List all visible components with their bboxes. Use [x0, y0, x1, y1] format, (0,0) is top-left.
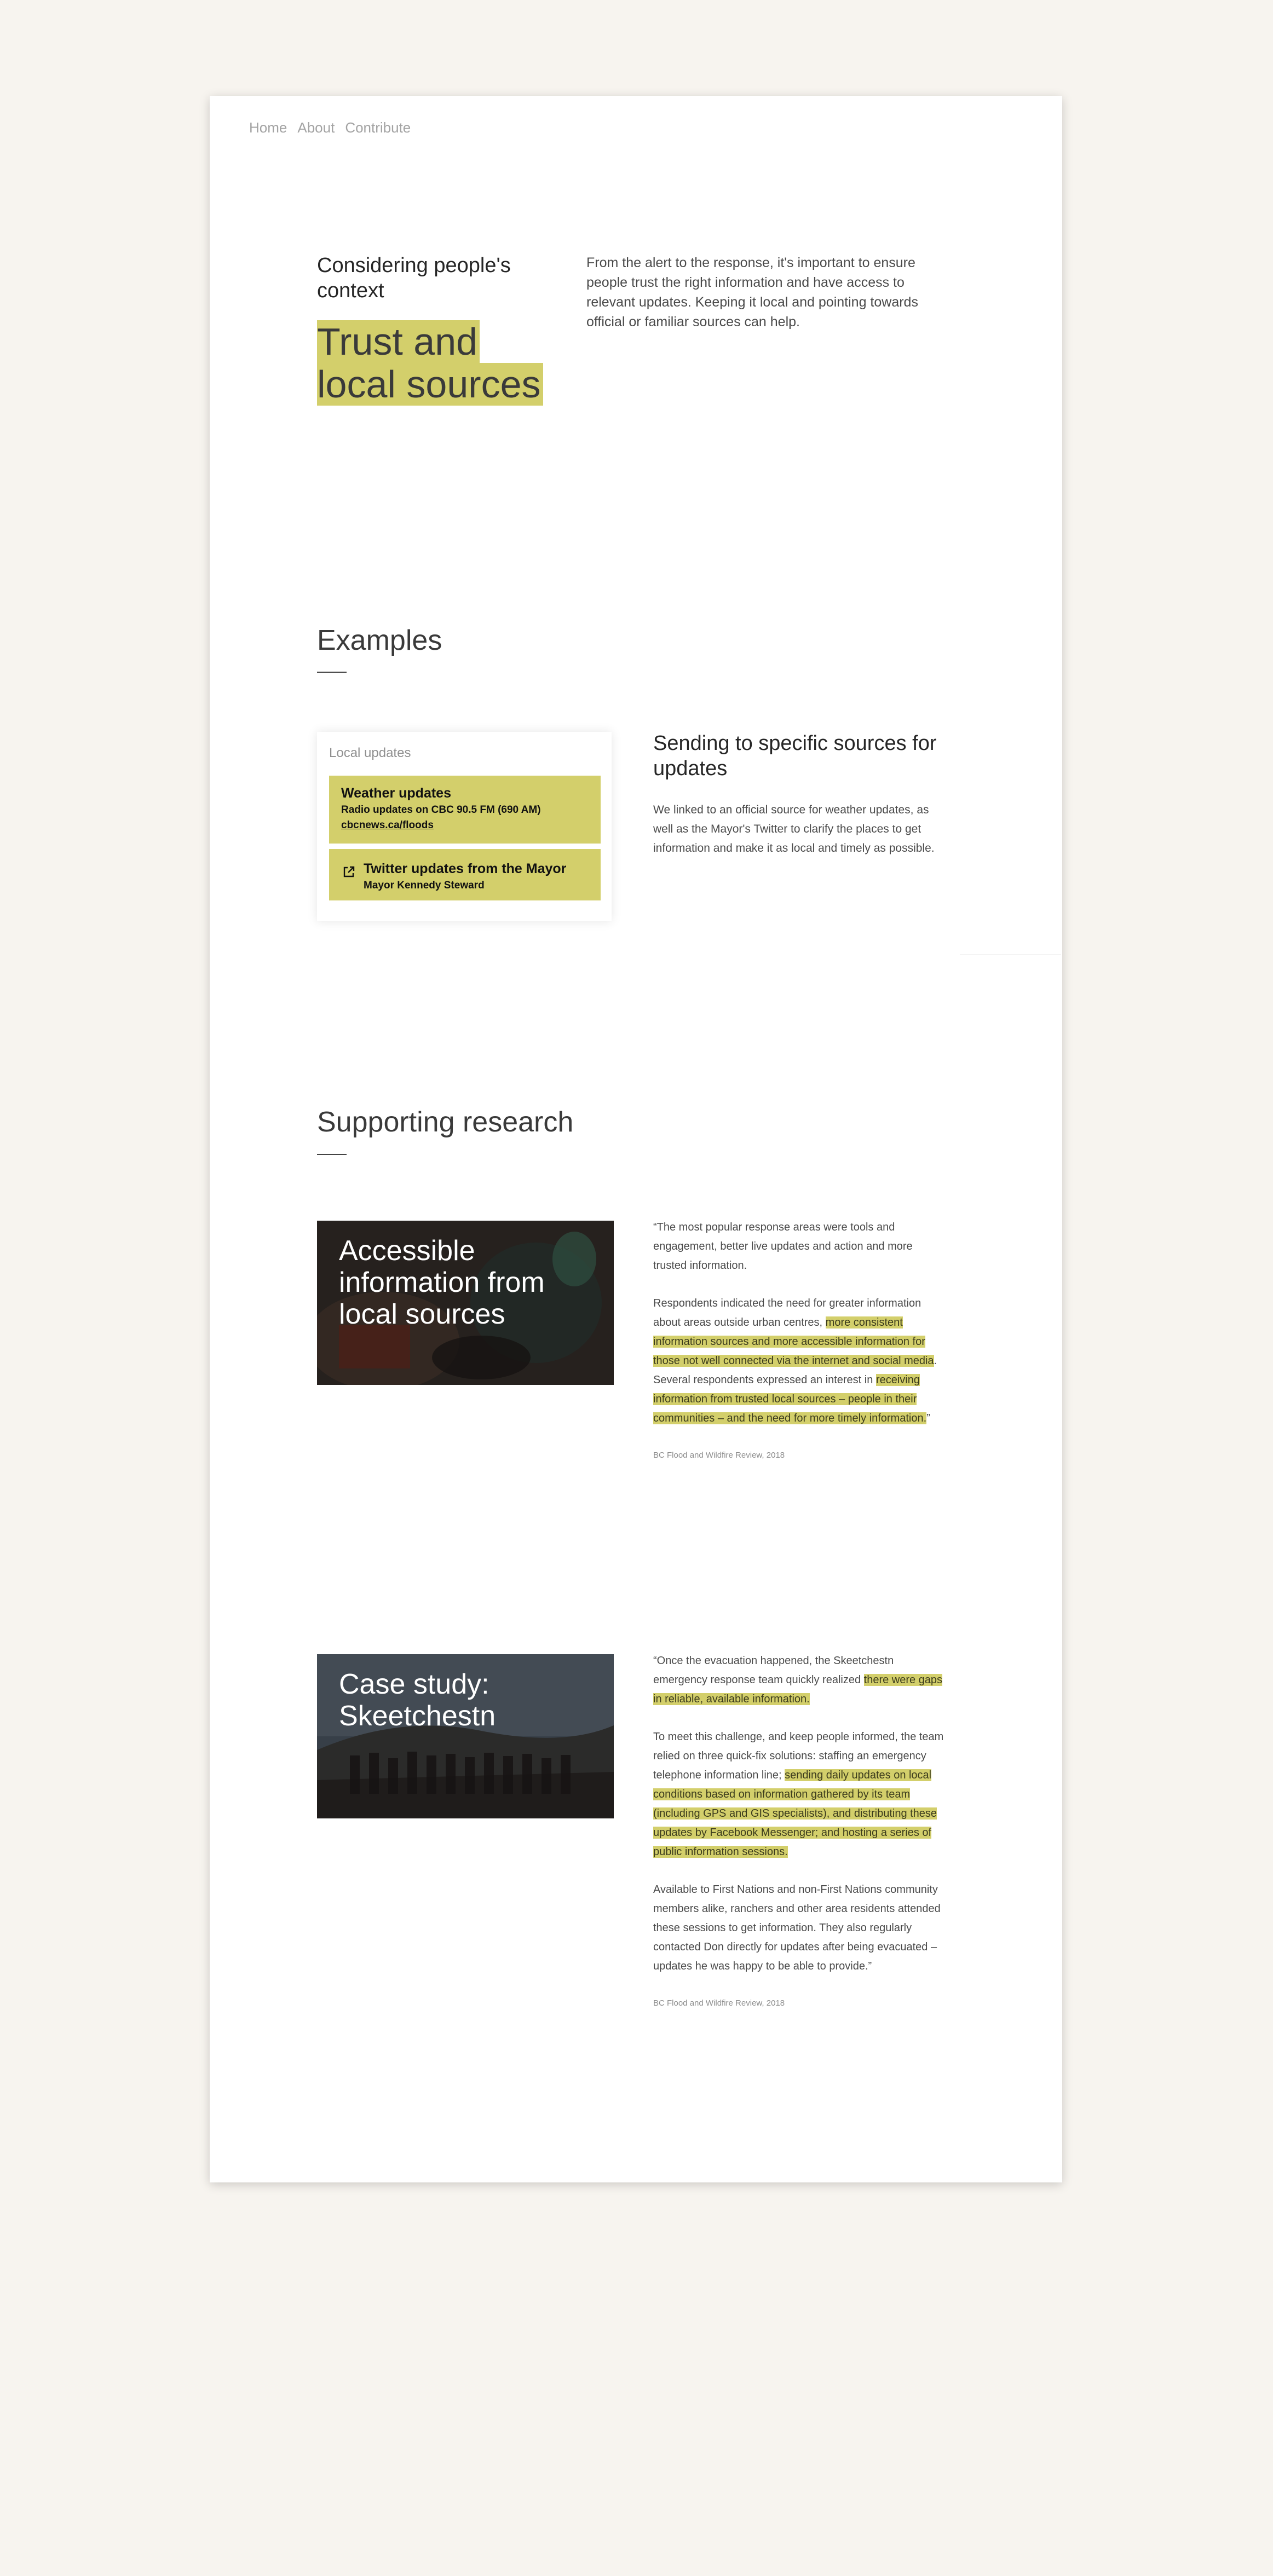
- case-study-title: Case study: Skeetchestn: [339, 1668, 496, 1732]
- quote-text: “Once the evacuation happened, the Skeetchestn emergency response team quickly realized: [653, 1655, 894, 1686]
- accessible-info-quote: [653, 1218, 949, 1465]
- content-card: [210, 96, 1062, 2182]
- twitter-updates-subtitle: Mayor Kennedy Steward: [364, 880, 485, 891]
- nav-home-link[interactable]: Home: [249, 119, 287, 136]
- hero-kicker: Considering people's context: [317, 254, 511, 302]
- case-study-image: [317, 1654, 614, 1818]
- accessible-info-image: [317, 1221, 614, 1385]
- twitter-updates-item[interactable]: [329, 849, 601, 900]
- quote-paragraph: [653, 1728, 949, 1862]
- external-link-icon: [342, 865, 355, 879]
- widget-title: Local updates: [329, 746, 411, 760]
- quote-highlight: receiving information from trusted local sources – people in their communities – and the need for more timely information.: [653, 1374, 927, 1424]
- accessible-info-title: Accessible information from local sources: [339, 1235, 545, 1330]
- research-heading-rule: [317, 1154, 347, 1155]
- quote-paragraph: [653, 1651, 949, 1709]
- top-nav: [249, 119, 411, 136]
- weather-updates-title: Weather updates: [341, 785, 451, 801]
- local-updates-widget: [317, 732, 612, 921]
- quote-paragraph: “The most popular response areas were tools and engagement, better live updates and action and more trusted information.: [653, 1221, 913, 1272]
- nav-contribute-link[interactable]: Contribute: [345, 119, 411, 136]
- examples-heading-rule: [317, 672, 347, 673]
- quote-paragraph: Available to First Nations and non-First Nations community members alike, ranchers and other area residents attended these sessions to get information. They also regularly contacted Don directly for updates after being evacuated – updates he was happy to be able to provide.”: [653, 1884, 941, 1972]
- case-study-quote: [653, 1651, 949, 2013]
- quote-text: Respondents indicated the need for greater information about areas outside urban centres,: [653, 1297, 921, 1329]
- examples-heading: Examples: [317, 625, 442, 656]
- quote-text: To meet this challenge, and keep people informed, the team relied on three quick-fix solutions: staffing an emergency telephone information line;: [653, 1731, 944, 1781]
- nav-about-link[interactable]: About: [297, 119, 335, 136]
- research-heading: Supporting research: [317, 1106, 574, 1138]
- quote-highlight: more consistent information sources and more accessible information for those not well connected via the internet and social media: [653, 1316, 934, 1367]
- quote-text: . Several respondents expressed an interest in: [653, 1355, 937, 1386]
- example-detail-heading: Sending to specific sources for updates: [653, 732, 937, 780]
- quote-paragraph: [653, 1294, 949, 1428]
- page-title-line-2: local sources: [317, 363, 543, 406]
- quote-highlight: sending daily updates on local conditions based on information gathered by its team (including GPS and GIS specialists), and distributing these updates by Facebook Messenger; and hosting a series of public information sessions.: [653, 1769, 937, 1858]
- weather-updates-link[interactable]: cbcnews.ca/floods: [341, 819, 434, 831]
- quote-source: BC Flood and Wildfire Review, 2018: [653, 1999, 785, 2008]
- twitter-updates-title: Twitter updates from the Mayor: [364, 861, 567, 876]
- quote-highlight: there were gaps in reliable, available information.: [653, 1674, 943, 1705]
- page-title: [317, 320, 547, 406]
- weather-updates-subtitle: Radio updates on CBC 90.5 FM (690 AM): [341, 804, 541, 816]
- page-title-line-1: Trust and: [317, 320, 480, 363]
- quote-text: ”: [926, 1412, 930, 1424]
- hero-intro: From the alert to the response, it's important to ensure people trust the right information and have access to relevant updates. Keeping it local and pointing towards official or familiar sources can help.: [586, 255, 918, 330]
- example-detail-text: We linked to an official source for weather updates, as well as the Mayor's Twitter to clarify the places to get information and make it as local and timely as possible.: [653, 804, 935, 854]
- quote-source: BC Flood and Wildfire Review, 2018: [653, 1451, 785, 1460]
- weather-updates-item[interactable]: [329, 776, 601, 844]
- divider: [960, 954, 1061, 955]
